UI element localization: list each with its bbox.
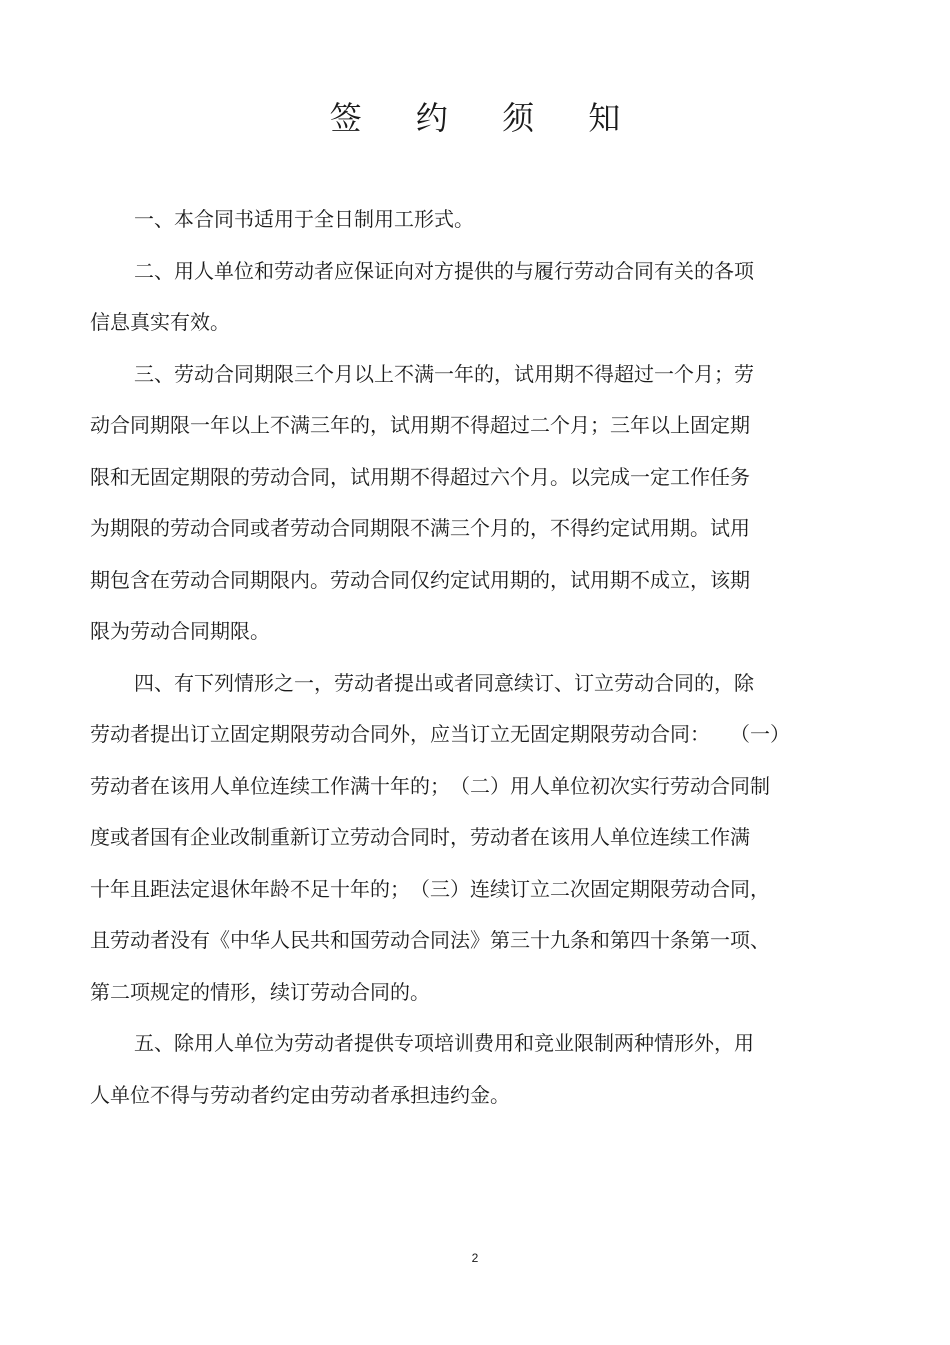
paragraph-line: 信息真实有效。 [90,310,230,334]
paragraph-1 [90,194,830,246]
paragraph-line: 第二项规定的情形，续订劳动合同的。 [90,979,430,1004]
document-body [90,194,830,1121]
paragraph-line: 人单位不得与劳动者约定由劳动者承担违约金。 [90,1082,510,1107]
paragraph-line: 劳动者在该用人单位连续工作满十年的； （二）用人单位初次实行劳动合同制 [90,773,770,798]
paragraph-line: 四、有下列情形之一，劳动者提出或者同意续订、订立劳动合同的，除 [134,670,754,695]
paragraph-line: 期包含在劳动合同期限内。劳动合同仅约定试用期的，试用期不成立，该期 [90,567,750,592]
paragraph-line: 十年且距法定退休年龄不足十年的； （三）连续订立二次固定期限劳动合同， [90,876,770,901]
paragraph-line: 度或者国有企业改制重新订立劳动合同时，劳动者在该用人单位连续工作满 [90,825,750,849]
paragraph-line: 三、劳动合同期限三个月以上不满一年的，试用期不得超过一个月；劳 [134,361,754,386]
paragraph-line: 动合同期限一年以上不满三年的，试用期不得超过二个月；三年以上固定期 [90,413,750,437]
page-number: 2 [471,1251,479,1265]
paragraph-line: 二、用人单位和劳动者应保证向对方提供的与履行劳动合同有关的各项 [134,258,754,283]
paragraph-line: 限和无固定期限的劳动合同，试用期不得超过六个月。以完成一定工作任务 [90,464,750,489]
paragraph-line: 劳动者提出订立固定期限劳动合同外，应当订立无固定期限劳动合同： （一） [90,722,790,746]
paragraph-line: 为期限的劳动合同或者劳动合同期限不满三个月的，不得约定试用期。试用 [90,516,750,540]
page-title: 签 约 须 知 [329,99,643,137]
paragraph-4 [90,658,830,1019]
paragraph-line: 五、除用人单位为劳动者提供专项培训费用和竞业限制两种情形外，用 [134,1031,754,1055]
paragraph-5 [90,1018,830,1121]
paragraph-3 [90,349,830,658]
paragraph-line: 限为劳动合同期限。 [90,619,270,643]
paragraph-line: 且劳动者没有《中华人民共和国劳动合同法》第三十九条和第四十条第一项、 [90,928,770,952]
paragraph-line: 一、本合同书适用于全日制用工形式。 [134,207,474,231]
paragraph-2 [90,246,830,349]
